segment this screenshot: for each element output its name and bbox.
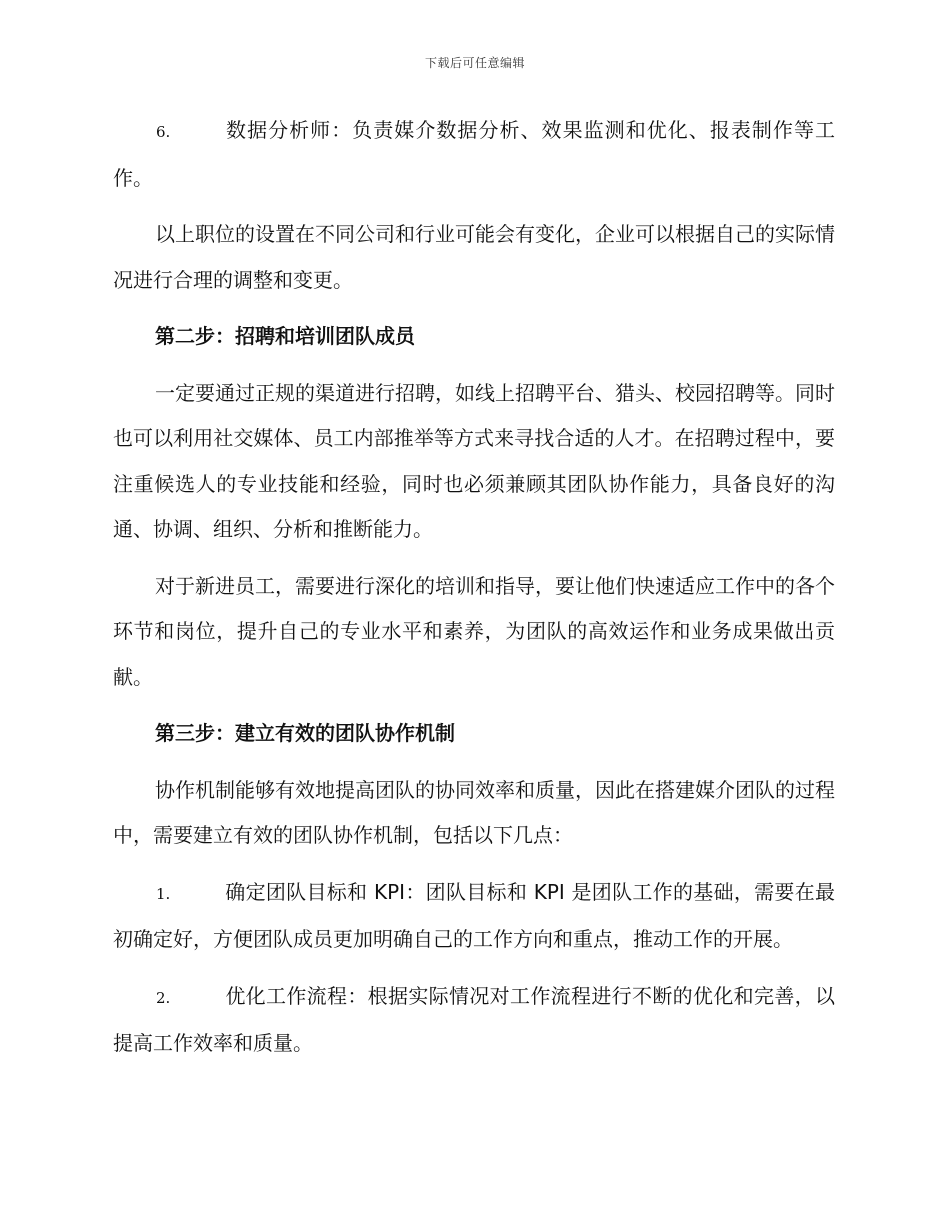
paragraph-recruitment: 一定要通过正规的渠道进行招聘，如线上招聘平台、猎头、校园招聘等。同时也可以利用社交媒体、员工内部推举等方式来寻找合适的人才。在招聘过程中，要注重候选人的专业技能和经验，同时也必须兼顾其团队协作能力，具备良好的沟通、协调、组织、分析和推断能力。 (113, 380, 835, 541)
list-item-2 (113, 974, 835, 1067)
paragraph-training: 对于新进员工，需要进行深化的培训和指导，要让他们快速适应工作中的各个环节和岗位，提升自己的专业水平和素养，为团队的高效运作和业务成果做出贡献。 (113, 573, 835, 689)
list-number: 2. (156, 988, 171, 1007)
paragraph-positions-note: 以上职位的设置在不同公司和行业可能会有变化，企业可以根据自己的实际情况进行合理的调整和变更。 (113, 222, 835, 292)
list-item-text: 优化工作流程：根据实际情况对工作流程进行不断的优化和完善，以提高工作效率和质量。 (113, 983, 835, 1055)
section-heading-step-2: 第二步：招聘和培训团队成员 (155, 324, 415, 348)
paragraph-collaboration-mechanism: 协作机制能够有效地提高团队的协同效率和质量，因此在搭建媒介团队的过程中，需要建立有效的团队协作机制，包括以下几点： (113, 777, 835, 847)
document-body (113, 108, 835, 1078)
list-item-6 (113, 108, 835, 201)
section-heading-step-3: 第三步：建立有效的团队协作机制 (155, 721, 455, 745)
page-header: 下载后可任意编辑 (424, 56, 525, 70)
list-item-1 (113, 870, 835, 963)
list-item-text: 数据分析师：负责媒介数据分析、效果监测和优化、报表制作等工作。 (113, 118, 835, 190)
list-number: 1. (156, 884, 171, 903)
list-number: 6. (156, 123, 171, 141)
list-item-text: 确定团队目标和 KPI：团队目标和 KPI 是团队工作的基础，需要在最初确定好，方便团队成员更加明确自己的工作方向和重点，推动工作的开展。 (113, 879, 835, 951)
